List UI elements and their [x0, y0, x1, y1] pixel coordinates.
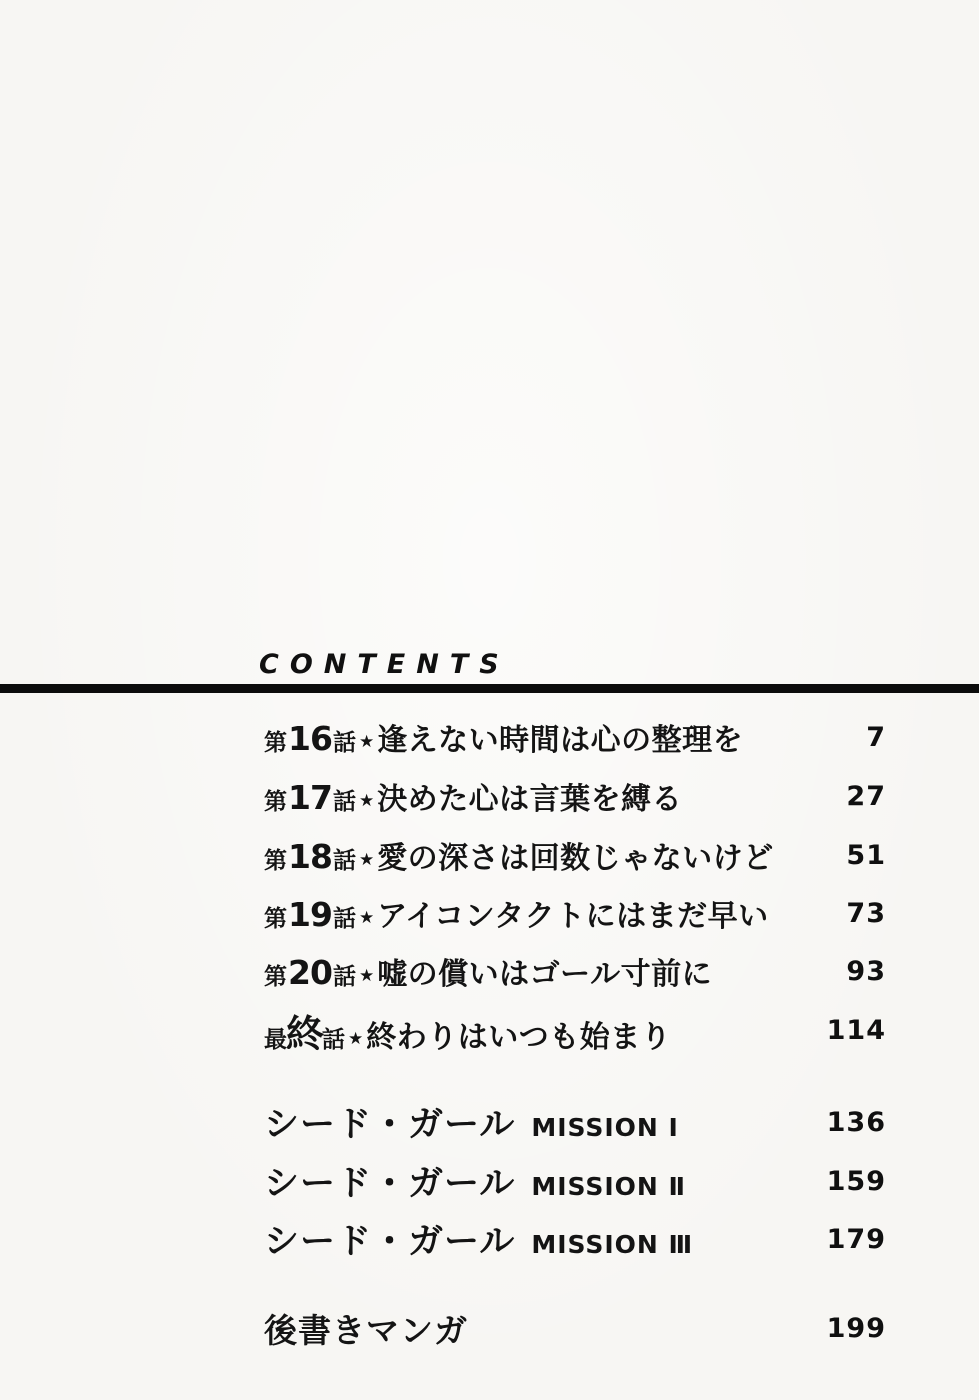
chapter-suffix: 話 — [332, 730, 356, 756]
extra-subtitle: MISSION Ⅰ — [531, 1113, 679, 1142]
afterword-label — [264, 1305, 468, 1352]
chapter-suffix: 話 — [332, 964, 356, 990]
extra-title: シード・ガール — [264, 1222, 516, 1262]
page-number: 179 — [826, 1223, 886, 1255]
extra-label — [264, 1097, 679, 1147]
extra-subtitle: MISSION Ⅱ — [531, 1172, 687, 1201]
chapter-prefix: 第 — [264, 730, 287, 756]
extra-subtitle: MISSION Ⅲ — [531, 1230, 694, 1259]
chapter-number: 終 — [286, 1011, 324, 1056]
chapter-prefix: 第 — [264, 789, 287, 815]
chapter-title: 決めた心は言葉を縛る — [377, 782, 683, 817]
toc-entry-ch20 — [264, 947, 886, 995]
chapter-prefix: 最 — [264, 1026, 287, 1053]
toc-entry-afterword — [264, 1304, 886, 1352]
header-divider — [0, 684, 979, 693]
star-icon: ★ — [358, 966, 375, 986]
chapter-label — [264, 833, 774, 877]
page-number: 136 — [826, 1106, 886, 1138]
chapter-title: 終わりはいつも始まり — [366, 1019, 672, 1055]
chapter-prefix: 第 — [264, 848, 287, 874]
chapter-label — [264, 715, 743, 759]
chapter-suffix: 話 — [332, 906, 356, 932]
star-icon: ★ — [358, 908, 375, 928]
chapter-prefix: 第 — [264, 906, 287, 932]
chapter-label — [264, 1003, 671, 1058]
star-icon: ★ — [358, 732, 375, 752]
star-icon: ★ — [358, 850, 375, 870]
chapter-number: 19 — [288, 895, 332, 934]
chapter-title: 逢えない時間は心の整理を — [377, 723, 744, 758]
toc-entry-seed-2 — [264, 1157, 886, 1205]
extra-title: シード・ガール — [264, 1105, 516, 1145]
star-icon: ★ — [348, 1028, 364, 1049]
chapter-label — [264, 774, 682, 818]
chapter-title: 愛の深さは回数じゃないけど — [377, 841, 774, 876]
toc-entry-ch17 — [264, 772, 886, 820]
page-number: 51 — [846, 839, 886, 871]
chapter-suffix: 話 — [332, 848, 356, 874]
star-icon: ★ — [358, 791, 375, 811]
chapter-suffix: 話 — [322, 1026, 346, 1053]
chapter-number: 16 — [288, 719, 332, 758]
toc-entry-final — [264, 1006, 886, 1054]
chapter-label — [264, 891, 769, 935]
page-title: CONTENTS — [259, 649, 510, 680]
toc-entry-ch19 — [264, 889, 886, 937]
chapter-suffix: 話 — [332, 789, 356, 815]
chapter-title: 嘘の償いはゴール寸前に — [377, 957, 713, 992]
page-number: 114 — [826, 1014, 886, 1046]
extra-label — [264, 1214, 693, 1264]
toc-entry-ch18 — [264, 831, 886, 879]
page-number: 93 — [846, 955, 886, 987]
chapter-number: 20 — [288, 953, 332, 992]
chapter-label — [264, 949, 712, 993]
chapter-number: 18 — [288, 837, 332, 876]
extra-label — [264, 1156, 686, 1206]
toc-entry-seed-1 — [264, 1098, 886, 1146]
chapter-prefix: 第 — [264, 964, 287, 990]
page-number: 73 — [846, 897, 886, 929]
page-number: 199 — [826, 1312, 886, 1344]
afterword-title: 後書きマンガ — [264, 1310, 468, 1350]
chapter-number: 17 — [288, 778, 332, 817]
toc-entry-seed-3 — [264, 1215, 886, 1263]
extra-title: シード・ガール — [264, 1164, 516, 1204]
chapter-title: アイコンタクトにはまだ早い — [377, 899, 769, 934]
page-number: 159 — [826, 1165, 886, 1197]
page-number: 7 — [866, 721, 886, 753]
toc-entry-ch16 — [264, 713, 886, 761]
page-number: 27 — [846, 780, 886, 812]
